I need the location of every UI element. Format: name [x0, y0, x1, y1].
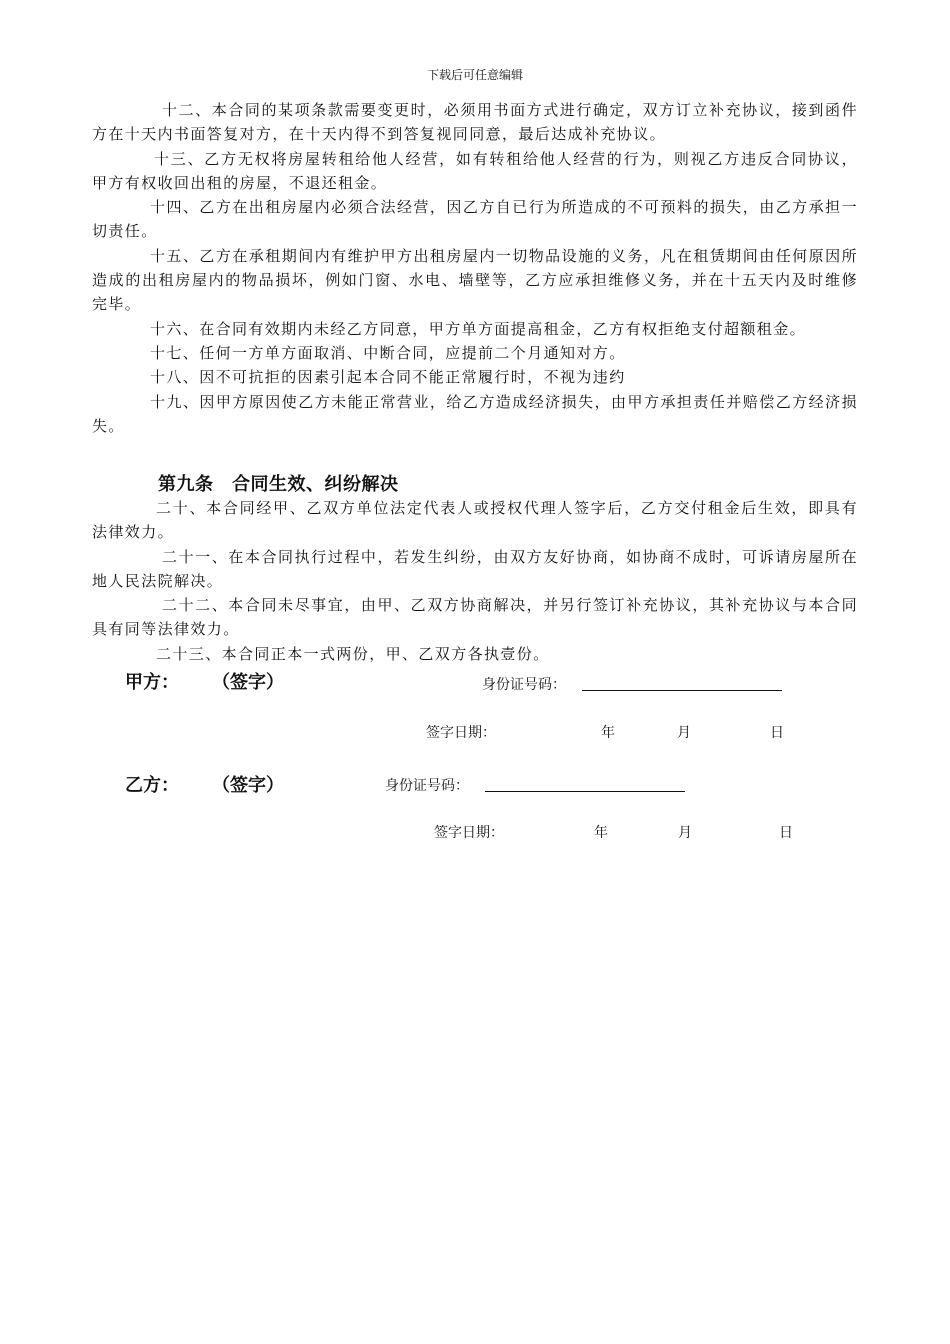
clause-23-line1: 二十三、本合同正本一式两份，甲、乙双方各执壹份。 [156, 644, 550, 663]
party-a-sign: （签字） [212, 672, 284, 693]
header-note: 下载后可任意编辑 [426, 68, 523, 82]
party-a-day: 日 [770, 725, 784, 741]
clause-14-rest: 乙方承担一切责任。 [92, 198, 858, 241]
clause-13 [92, 147, 858, 196]
clause-14-line1: 十四、乙方在出租房屋内必须合法经营，因乙方自已行为所造成的不可预料的损失，由 [150, 198, 776, 217]
clause-16-rest: 金。 [773, 319, 807, 338]
clause-13-rest: 合同协议，甲方有权收回出租的房屋，不退还租金。 [92, 149, 858, 192]
clause-20 [92, 496, 858, 545]
party-a-month: 月 [677, 725, 691, 741]
clause-19-rest: 乙方经济损失。 [92, 392, 858, 435]
clause-22 [92, 593, 858, 642]
clause-15-line1: 十五、乙方在承租期间内有维护甲方出租房屋内一切物品设施的义务，凡在租赁期间由 [150, 246, 776, 265]
clause-17-line1: 十七、任何一方单方面取消、中断合同，应提前二个月通知对方。 [150, 343, 626, 362]
clause-16 [92, 317, 858, 341]
clause-20-line1: 二十、本合同经甲、乙双方单位法定代表人或授权代理人签字后，乙方交付租金后生 [156, 499, 775, 517]
party-b-label: 乙方： [125, 775, 179, 796]
clause-15-rest: 任何原因所造成的出租房屋内的物品损坏，例如门窗、水电、墙壁等，乙方应承担维修义务，并在十五天内及时维修完毕。 [92, 246, 858, 314]
party-a-id-label: 身份证号码： [482, 677, 566, 693]
clause-12 [92, 98, 858, 147]
clause-20-rest: 效，即具有法律效力。 [92, 499, 858, 542]
clause-13-line1: 十三、乙方无权将房屋转租给他人经营，如有转租给他人经营的行为，则视乙方违反 [154, 149, 775, 168]
party-b-date-label: 签字日期： [434, 825, 504, 841]
party-b-day: 日 [779, 825, 793, 841]
party-b-sign: （签字） [212, 775, 284, 796]
clause-22-line1: 二十二、本合同未尽事宜，由甲、乙双方协商解决，并另行签订补充协议，其补充协 [162, 596, 776, 615]
clause-15 [92, 244, 858, 317]
party-b-year: 年 [594, 825, 608, 841]
clause-21 [92, 545, 858, 594]
clause-12-rest: 接到函件方在十天内书面答复对方，在十天内得不到答复视同同意，最后达成补充协议。 [92, 101, 858, 144]
clause-12-line1: 十二、本合同的某项条款需要变更时，必须用书面方式进行确定，双方订立补充协议， [162, 101, 792, 119]
clause-21-rest: 请房屋所在地人民法院解决。 [92, 547, 858, 590]
party-a-id-line [582, 690, 782, 691]
clauses-top [92, 98, 858, 438]
clause-21-line1: 二十一、在本合同执行过程中，若发生纠纷，由双方友好协商，如协商不成时，可诉 [162, 547, 776, 566]
clause-16-line1: 十六、在合同有效期内未经乙方同意，甲方单方面提高租金，乙方有权拒绝支付超额租 [150, 319, 774, 338]
clause-19 [92, 390, 858, 439]
party-b-month: 月 [678, 825, 692, 841]
party-b-id-line [485, 791, 685, 792]
clause-18-line1: 十八、因不可抗拒的因素引起本合同不能正常履行时，不视为违约 [150, 368, 626, 387]
clause-18 [92, 365, 858, 389]
clause-22-rest: 议与本合同具有同等法律效力。 [92, 596, 858, 639]
party-a-label: 甲方： [125, 672, 179, 693]
clause-14 [92, 195, 858, 244]
clause-19-line1: 十九、因甲方原因使乙方未能正常营业，给乙方造成经济损失，由甲方承担责任并赔偿 [150, 392, 776, 411]
party-b-id-label: 身份证号码： [385, 778, 469, 794]
section-heading: 第九条 合同生效、纠纷解决 [158, 474, 399, 495]
clauses-bottom [92, 496, 858, 666]
party-a-date-label: 签字日期： [426, 725, 496, 741]
clause-17 [92, 341, 858, 365]
clause-23 [92, 642, 858, 666]
party-a-year: 年 [601, 725, 615, 741]
